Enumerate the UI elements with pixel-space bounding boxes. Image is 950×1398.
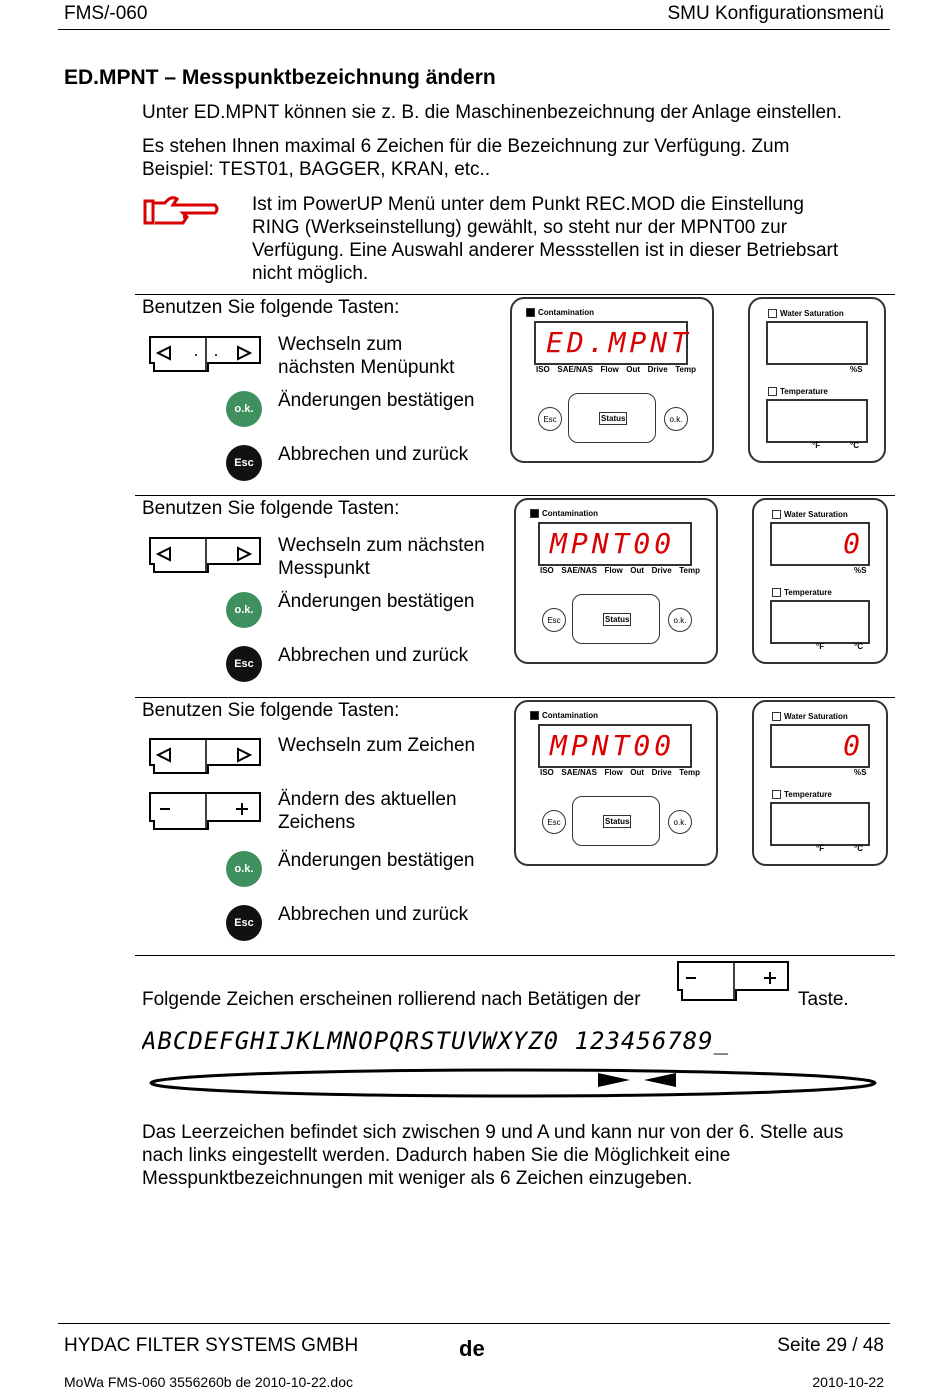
plus-minus-keys-icon xyxy=(148,791,262,831)
control-panel xyxy=(514,700,718,866)
header-chapter: SMU Konfigurationsmenü xyxy=(667,3,884,24)
note-line-3: Verfügung. Eine Auswahl anderer Messstellen ist in dieser Betriebsart xyxy=(252,240,839,261)
block2-rule xyxy=(135,495,895,496)
esc-key-icon: Esc xyxy=(226,905,262,941)
note xyxy=(252,193,838,285)
section-title: ED.MPNT – Messpunktbezeichnung ändern xyxy=(64,66,496,89)
main-lcd xyxy=(538,724,692,768)
pct-s-label: %S xyxy=(854,566,867,575)
temperature-label: Temperature xyxy=(768,387,828,396)
note-line-4: nicht möglich. xyxy=(252,263,369,284)
panel-arrow-pad xyxy=(572,594,660,644)
footer-date: 2010-10-22 xyxy=(812,1374,884,1390)
nav-keys-icon xyxy=(148,737,262,775)
ok-key-icon: o.k. xyxy=(226,391,262,427)
esc-key-icon: Esc xyxy=(226,445,262,481)
lcd-text: ED.MPNT xyxy=(546,326,693,359)
chars-intro: Folgende Zeichen erscheinen rollierend nach Betätigen der xyxy=(142,989,641,1010)
block3-rule xyxy=(135,697,895,698)
block3-ok-text: Änderungen bestätigen xyxy=(278,850,475,871)
temp-lcd xyxy=(770,802,870,846)
temp-lcd xyxy=(766,399,868,443)
footer-company: HYDAC FILTER SYSTEMS GMBH xyxy=(64,1335,359,1356)
block1-esc-text: Abbrechen und zurück xyxy=(278,444,469,465)
chars-rule xyxy=(135,955,895,956)
block1-title: Benutzen Sie folgende Tasten: xyxy=(142,297,400,318)
c-label: °C xyxy=(854,642,863,651)
temperature-label: Temperature xyxy=(772,790,832,799)
block2-nav-line1: Wechseln zum nächsten xyxy=(278,535,485,556)
block2-nav-text xyxy=(278,534,485,580)
note-line-2: RING (Werkseinstellung) gewählt, so steht nur der MPNT00 zur xyxy=(252,217,788,238)
block2-ok-text: Änderungen bestätigen xyxy=(278,591,475,612)
water-saturation-label: Water Saturation xyxy=(772,712,848,721)
block3-nav-text: Wechseln zum Zeichen xyxy=(278,735,476,756)
main-lcd xyxy=(534,321,693,365)
block3-pm-line1: Ändern des aktuellen xyxy=(278,789,457,810)
panel-ok-button: o.k. xyxy=(668,810,692,834)
plus-minus-keys-icon xyxy=(676,960,790,1002)
block2-esc-text: Abbrechen und zurück xyxy=(278,645,469,666)
side-panel xyxy=(748,297,886,463)
pct-s-label: %S xyxy=(850,365,863,374)
contamination-label: Contamination xyxy=(526,308,594,317)
temp-lcd xyxy=(770,600,870,644)
lcd-text: MPNT00 xyxy=(550,729,676,762)
indicator-row: ISO SAE/NAS Flow Out Drive Temp xyxy=(536,365,696,374)
panel-status-button: Status xyxy=(605,615,630,624)
block3-pm-line2: Zeichens xyxy=(278,812,356,833)
footer-language: de xyxy=(459,1336,485,1361)
outro-line3: Messpunktbezeichnungen mit weniger als 6 Zeichen einzugeben. xyxy=(142,1168,693,1189)
pct-s-label: %S xyxy=(854,768,867,777)
footer-doc: MoWa FMS-060 3556260b de 2010-10-22.doc xyxy=(64,1374,353,1390)
block1-ok-text: Änderungen bestätigen xyxy=(278,390,475,411)
block3-pm-text xyxy=(278,788,457,834)
panel-ok-button: o.k. xyxy=(664,407,688,431)
esc-key-icon: Esc xyxy=(226,646,262,682)
intro-p1: Unter ED.MPNT können sie z. B. die Maschinenbezeichnung der Anlage einstellen. xyxy=(142,102,842,123)
ws-value: 0 xyxy=(843,527,864,560)
lcd-text: MPNT00 xyxy=(550,527,676,560)
intro-p2b: Beispiel: TEST01, BAGGER, KRAN, etc.. xyxy=(142,159,491,180)
f-label: °F xyxy=(816,844,825,853)
f-label: °F xyxy=(812,441,821,450)
footer-page: Seite 29 / 48 xyxy=(777,1335,884,1356)
rolling-loop-arrow-icon xyxy=(148,1066,882,1100)
ws-lcd xyxy=(766,321,868,365)
ws-lcd xyxy=(770,522,870,566)
control-panel xyxy=(514,498,718,664)
nav-keys-icon xyxy=(148,536,262,574)
panel-ok-button: o.k. xyxy=(668,608,692,632)
character-sequence: ABCDEFGHIJKLMNOPQRSTUVWXYZ0 123456789_ xyxy=(142,1027,730,1055)
temperature-label: Temperature xyxy=(772,588,832,597)
contamination-label: Contamination xyxy=(530,509,598,518)
note-line-1: Ist im PowerUP Menü unter dem Punkt REC.MOD die Einstellung xyxy=(252,194,804,215)
chars-intro-taste: Taste. xyxy=(798,989,849,1010)
pointing-hand-icon xyxy=(143,193,221,229)
ws-lcd xyxy=(770,724,870,768)
indicator-row: ISO SAE/NAS Flow Out Drive Temp xyxy=(540,768,700,777)
outro-line2: nach links eingestellt werden. Dadurch haben Sie die Möglichkeit eine xyxy=(142,1145,731,1166)
block1-rule xyxy=(135,294,895,295)
nav-keys-icon xyxy=(148,335,262,373)
f-label: °F xyxy=(816,642,825,651)
panel-arrow-pad xyxy=(572,796,660,846)
panel-esc-button: Esc xyxy=(542,810,566,834)
block1-nav-text xyxy=(278,333,454,379)
intro-p2a: Es stehen Ihnen maximal 6 Zeichen für die Bezeichnung zur Verfügung. Zum xyxy=(142,136,790,157)
block2-nav-line2: Messpunkt xyxy=(278,558,370,579)
c-label: °C xyxy=(850,441,859,450)
control-panel xyxy=(510,297,714,463)
header-rule xyxy=(58,29,890,30)
side-panel xyxy=(752,700,888,866)
water-saturation-label: Water Saturation xyxy=(768,309,844,318)
panel-esc-button: Esc xyxy=(542,608,566,632)
outro xyxy=(142,1121,843,1190)
water-saturation-label: Water Saturation xyxy=(772,510,848,519)
c-label: °C xyxy=(854,844,863,853)
panel-esc-button: Esc xyxy=(538,407,562,431)
panel-arrow-pad xyxy=(568,393,656,443)
block2-title: Benutzen Sie folgende Tasten: xyxy=(142,498,400,519)
block1-nav-line2: nächsten Menüpunkt xyxy=(278,357,455,378)
ok-key-icon: o.k. xyxy=(226,592,262,628)
ok-key-icon: o.k. xyxy=(226,851,262,887)
main-lcd xyxy=(538,522,692,566)
panel-status-button: Status xyxy=(605,817,630,826)
block1-nav-line1: Wechseln zum xyxy=(278,334,403,355)
indicator-row: ISO SAE/NAS Flow Out Drive Temp xyxy=(540,566,700,575)
outro-line1: Das Leerzeichen befindet sich zwischen 9 und A und kann nur von der 6. Stelle aus xyxy=(142,1122,844,1143)
header-doc-id: FMS/-060 xyxy=(64,3,148,24)
block3-esc-text: Abbrechen und zurück xyxy=(278,904,469,925)
ws-value: 0 xyxy=(843,729,864,762)
contamination-label: Contamination xyxy=(530,711,598,720)
footer-rule xyxy=(58,1323,890,1324)
panel-status-button: Status xyxy=(601,414,626,423)
side-panel xyxy=(752,498,888,664)
block3-title: Benutzen Sie folgende Tasten: xyxy=(142,700,400,721)
